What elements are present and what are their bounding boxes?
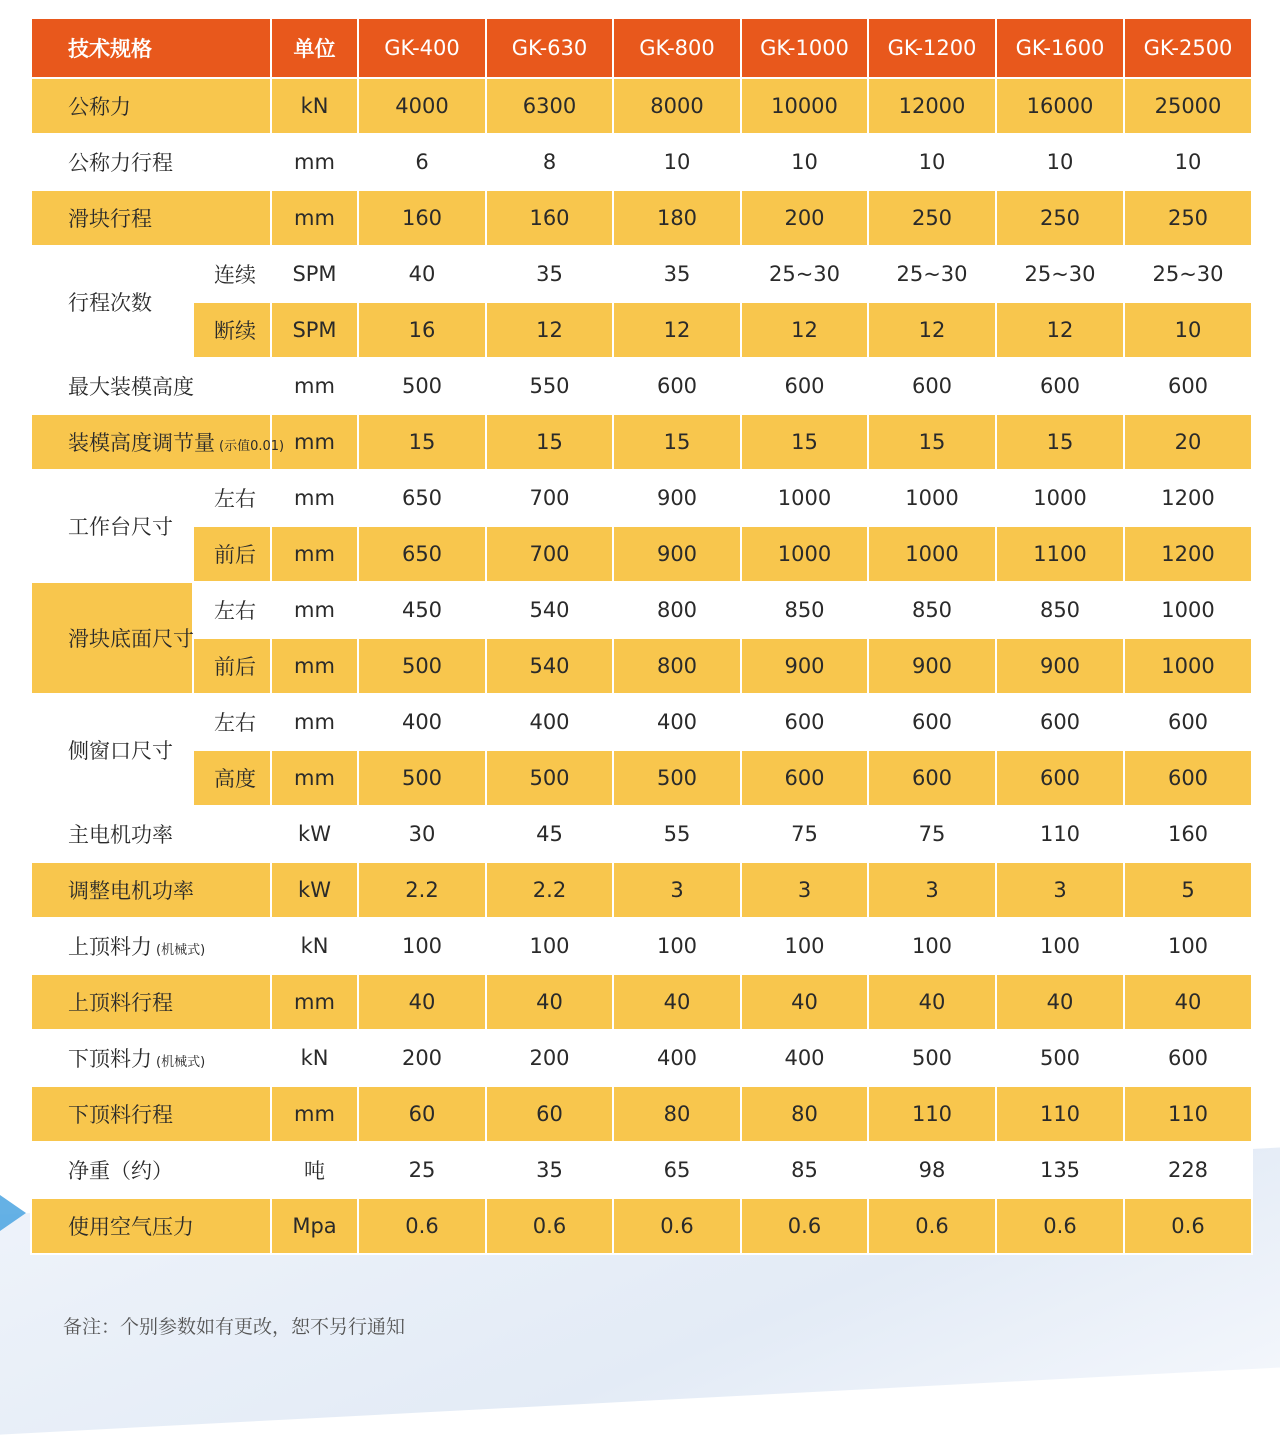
value-cell: 25000 [1124,78,1252,134]
value-cell: 600 [996,358,1124,414]
value-cell: 900 [613,526,741,582]
row-table-size-fb [31,526,1252,582]
value-cell: 35 [613,246,741,302]
value-cell: 75 [741,806,868,862]
value-cell: 250 [996,190,1124,246]
value-cell: 8000 [613,78,741,134]
value-cell: 600 [1124,358,1252,414]
value-cell: 25~30 [868,246,996,302]
row-upper-ejector-stroke [31,974,1252,1030]
row-label: 净重（约） [31,1142,271,1198]
value-cell: 700 [486,470,613,526]
row-unit: SPM [271,246,358,302]
row-unit: mm [271,974,358,1030]
value-cell: 40 [868,974,996,1030]
group-label-side-window: 侧窗口尺寸 [31,694,193,806]
value-cell: 80 [613,1086,741,1142]
value-cell: 200 [486,1030,613,1086]
value-cell: 0.6 [1124,1198,1252,1254]
value-cell: 160 [486,190,613,246]
value-cell: 500 [358,750,486,806]
row-slide-size-lr [31,582,1252,638]
value-cell: 1000 [741,526,868,582]
sub-label: 连续 [193,246,271,302]
value-cell: 900 [996,638,1124,694]
value-cell: 0.6 [868,1198,996,1254]
value-cell: 0.6 [358,1198,486,1254]
value-cell: 85 [741,1142,868,1198]
value-cell: 12000 [868,78,996,134]
sub-label: 左右 [193,470,271,526]
value-cell: 160 [358,190,486,246]
value-cell: 600 [868,750,996,806]
value-cell: 20 [1124,414,1252,470]
row-unit: kN [271,78,358,134]
header-model: GK-630 [486,18,613,78]
row-side-window-h [31,750,1252,806]
row-label: 最大装模高度 [31,358,271,414]
row-nominal-force [31,78,1252,134]
row-unit: Mpa [271,1198,358,1254]
value-cell: 650 [358,526,486,582]
value-cell: 16 [358,302,486,358]
value-cell: 25 [358,1142,486,1198]
value-cell: 600 [996,750,1124,806]
row-side-window-lr [31,694,1252,750]
row-unit: kN [271,918,358,974]
group-label-stroke-count: 行程次数 [31,246,193,358]
value-cell: 0.6 [741,1198,868,1254]
row-label-note: (示值0.01) [219,439,285,454]
value-cell: 15 [613,414,741,470]
value-cell: 600 [1124,750,1252,806]
header-model: GK-1600 [996,18,1124,78]
value-cell: 25~30 [741,246,868,302]
row-label [31,1030,271,1086]
value-cell: 15 [996,414,1124,470]
sub-label: 断续 [193,302,271,358]
value-cell: 15 [486,414,613,470]
value-cell: 250 [1124,190,1252,246]
header-model: GK-1200 [868,18,996,78]
value-cell: 600 [868,694,996,750]
value-cell: 0.6 [996,1198,1124,1254]
value-cell: 400 [358,694,486,750]
value-cell: 10 [1124,302,1252,358]
header-spec: 技术规格 [31,18,271,78]
row-lower-ejector-stroke [31,1086,1252,1142]
row-label [31,918,271,974]
sub-label: 前后 [193,638,271,694]
row-label: 调整电机功率 [31,862,271,918]
value-cell: 650 [358,470,486,526]
value-cell: 850 [741,582,868,638]
row-unit: mm [271,190,358,246]
value-cell: 600 [741,750,868,806]
value-cell: 0.6 [486,1198,613,1254]
value-cell: 80 [741,1086,868,1142]
value-cell: 600 [741,694,868,750]
row-lower-ejector-force [31,1030,1252,1086]
value-cell: 100 [486,918,613,974]
row-label: 公称力行程 [31,134,271,190]
row-label-text: 上顶料力 [68,935,152,959]
value-cell: 700 [486,526,613,582]
value-cell: 8 [486,134,613,190]
header-model: GK-1000 [741,18,868,78]
row-nominal-stroke [31,134,1252,190]
row-unit: SPM [271,302,358,358]
value-cell: 1000 [1124,638,1252,694]
footnote: 备注：个别参数如有更改，恕不另行通知 [63,1316,406,1338]
row-table-size-lr [31,470,1252,526]
row-unit: mm [271,1086,358,1142]
value-cell: 40 [358,974,486,1030]
value-cell: 3 [741,862,868,918]
value-cell: 500 [358,358,486,414]
row-upper-ejector-force [31,918,1252,974]
value-cell: 40 [741,974,868,1030]
decorative-triangle [0,1195,26,1231]
value-cell: 40 [358,246,486,302]
value-cell: 10 [613,134,741,190]
value-cell: 800 [613,582,741,638]
value-cell: 10 [868,134,996,190]
value-cell: 550 [486,358,613,414]
value-cell: 3 [868,862,996,918]
value-cell: 35 [486,1142,613,1198]
value-cell: 3 [613,862,741,918]
value-cell: 15 [358,414,486,470]
value-cell: 0.6 [613,1198,741,1254]
value-cell: 10 [1124,134,1252,190]
value-cell: 100 [868,918,996,974]
value-cell: 1000 [1124,582,1252,638]
row-label-text: 装模高度调节量 [68,431,215,455]
value-cell: 1100 [996,526,1124,582]
row-unit: mm [271,414,358,470]
value-cell: 600 [613,358,741,414]
value-cell: 55 [613,806,741,862]
header-unit: 单位 [271,18,358,78]
value-cell: 900 [868,638,996,694]
value-cell: 110 [868,1086,996,1142]
sub-label: 高度 [193,750,271,806]
sub-label: 左右 [193,694,271,750]
value-cell: 3 [996,862,1124,918]
value-cell: 25~30 [1124,246,1252,302]
value-cell: 2.2 [358,862,486,918]
value-cell: 850 [996,582,1124,638]
row-label: 滑块行程 [31,190,271,246]
row-unit: mm [271,358,358,414]
value-cell: 10 [741,134,868,190]
row-label: 公称力 [31,78,271,134]
row-label: 上顶料行程 [31,974,271,1030]
value-cell: 100 [741,918,868,974]
row-main-motor [31,806,1252,862]
row-unit: mm [271,134,358,190]
row-label-note: (机械式) [156,1055,206,1070]
value-cell: 400 [741,1030,868,1086]
value-cell: 12 [741,302,868,358]
row-unit: mm [271,526,358,582]
value-cell: 600 [868,358,996,414]
value-cell: 40 [996,974,1124,1030]
value-cell: 500 [868,1030,996,1086]
value-cell: 40 [613,974,741,1030]
value-cell: 40 [1124,974,1252,1030]
value-cell: 135 [996,1142,1124,1198]
value-cell: 500 [486,750,613,806]
value-cell: 12 [996,302,1124,358]
value-cell: 65 [613,1142,741,1198]
value-cell: 10 [996,134,1124,190]
value-cell: 100 [358,918,486,974]
value-cell: 4000 [358,78,486,134]
row-label: 下顶料行程 [31,1086,271,1142]
row-max-die-height [31,358,1252,414]
row-adjust-motor [31,862,1252,918]
value-cell: 98 [868,1142,996,1198]
value-cell: 400 [486,694,613,750]
row-unit: kN [271,1030,358,1086]
value-cell: 400 [613,694,741,750]
value-cell: 500 [996,1030,1124,1086]
header-model: GK-400 [358,18,486,78]
value-cell: 160 [1124,806,1252,862]
value-cell: 600 [1124,1030,1252,1086]
row-label-note: (机械式) [156,943,206,958]
value-cell: 12 [613,302,741,358]
row-unit: kW [271,862,358,918]
row-unit: mm [271,750,358,806]
value-cell: 250 [868,190,996,246]
value-cell: 228 [1124,1142,1252,1198]
row-die-adjust [31,414,1252,470]
value-cell: 600 [741,358,868,414]
sub-label: 前后 [193,526,271,582]
row-unit: 吨 [271,1142,358,1198]
row-label-text: 下顶料力 [68,1047,152,1071]
value-cell: 180 [613,190,741,246]
value-cell: 75 [868,806,996,862]
value-cell: 10000 [741,78,868,134]
row-label: 主电机功率 [31,806,271,862]
value-cell: 540 [486,582,613,638]
value-cell: 500 [358,638,486,694]
value-cell: 110 [996,1086,1124,1142]
value-cell: 850 [868,582,996,638]
row-slide-size-fb [31,638,1252,694]
row-label [31,414,285,470]
header-model: GK-800 [613,18,741,78]
row-unit: mm [271,638,358,694]
row-stroke-count-intermittent [31,302,1252,358]
value-cell: 25~30 [996,246,1124,302]
value-cell: 100 [996,918,1124,974]
value-cell: 6300 [486,78,613,134]
group-label-slide-size: 滑块底面尺寸 [31,582,193,694]
row-slide-stroke [31,190,1252,246]
value-cell: 15 [741,414,868,470]
row-air-pressure [31,1198,1252,1254]
value-cell: 200 [358,1030,486,1086]
spec-table [30,17,1253,1255]
value-cell: 1000 [868,526,996,582]
row-unit: mm [271,470,358,526]
value-cell: 12 [486,302,613,358]
value-cell: 900 [741,638,868,694]
value-cell: 1200 [1124,470,1252,526]
value-cell: 800 [613,638,741,694]
value-cell: 1000 [868,470,996,526]
value-cell: 110 [1124,1086,1252,1142]
header-model: GK-2500 [1124,18,1252,78]
value-cell: 1000 [741,470,868,526]
row-unit: mm [271,694,358,750]
row-unit: kW [271,806,358,862]
value-cell: 100 [613,918,741,974]
value-cell: 1200 [1124,526,1252,582]
value-cell: 600 [1124,694,1252,750]
value-cell: 200 [741,190,868,246]
value-cell: 45 [486,806,613,862]
row-stroke-count-continuous [31,246,1252,302]
value-cell: 500 [613,750,741,806]
value-cell: 40 [486,974,613,1030]
row-net-weight [31,1142,1252,1198]
value-cell: 450 [358,582,486,638]
value-cell: 1000 [996,470,1124,526]
value-cell: 60 [486,1086,613,1142]
value-cell: 15 [868,414,996,470]
value-cell: 60 [358,1086,486,1142]
value-cell: 100 [1124,918,1252,974]
group-label-table-size: 工作台尺寸 [31,470,193,582]
sub-label: 左右 [193,582,271,638]
row-label: 使用空气压力 [31,1198,271,1254]
value-cell: 35 [486,246,613,302]
value-cell: 16000 [996,78,1124,134]
value-cell: 600 [996,694,1124,750]
value-cell: 400 [613,1030,741,1086]
value-cell: 540 [486,638,613,694]
value-cell: 30 [358,806,486,862]
header-row [31,18,1252,78]
value-cell: 110 [996,806,1124,862]
value-cell: 900 [613,470,741,526]
value-cell: 6 [358,134,486,190]
row-unit: mm [271,582,358,638]
value-cell: 12 [868,302,996,358]
value-cell: 5 [1124,862,1252,918]
value-cell: 2.2 [486,862,613,918]
